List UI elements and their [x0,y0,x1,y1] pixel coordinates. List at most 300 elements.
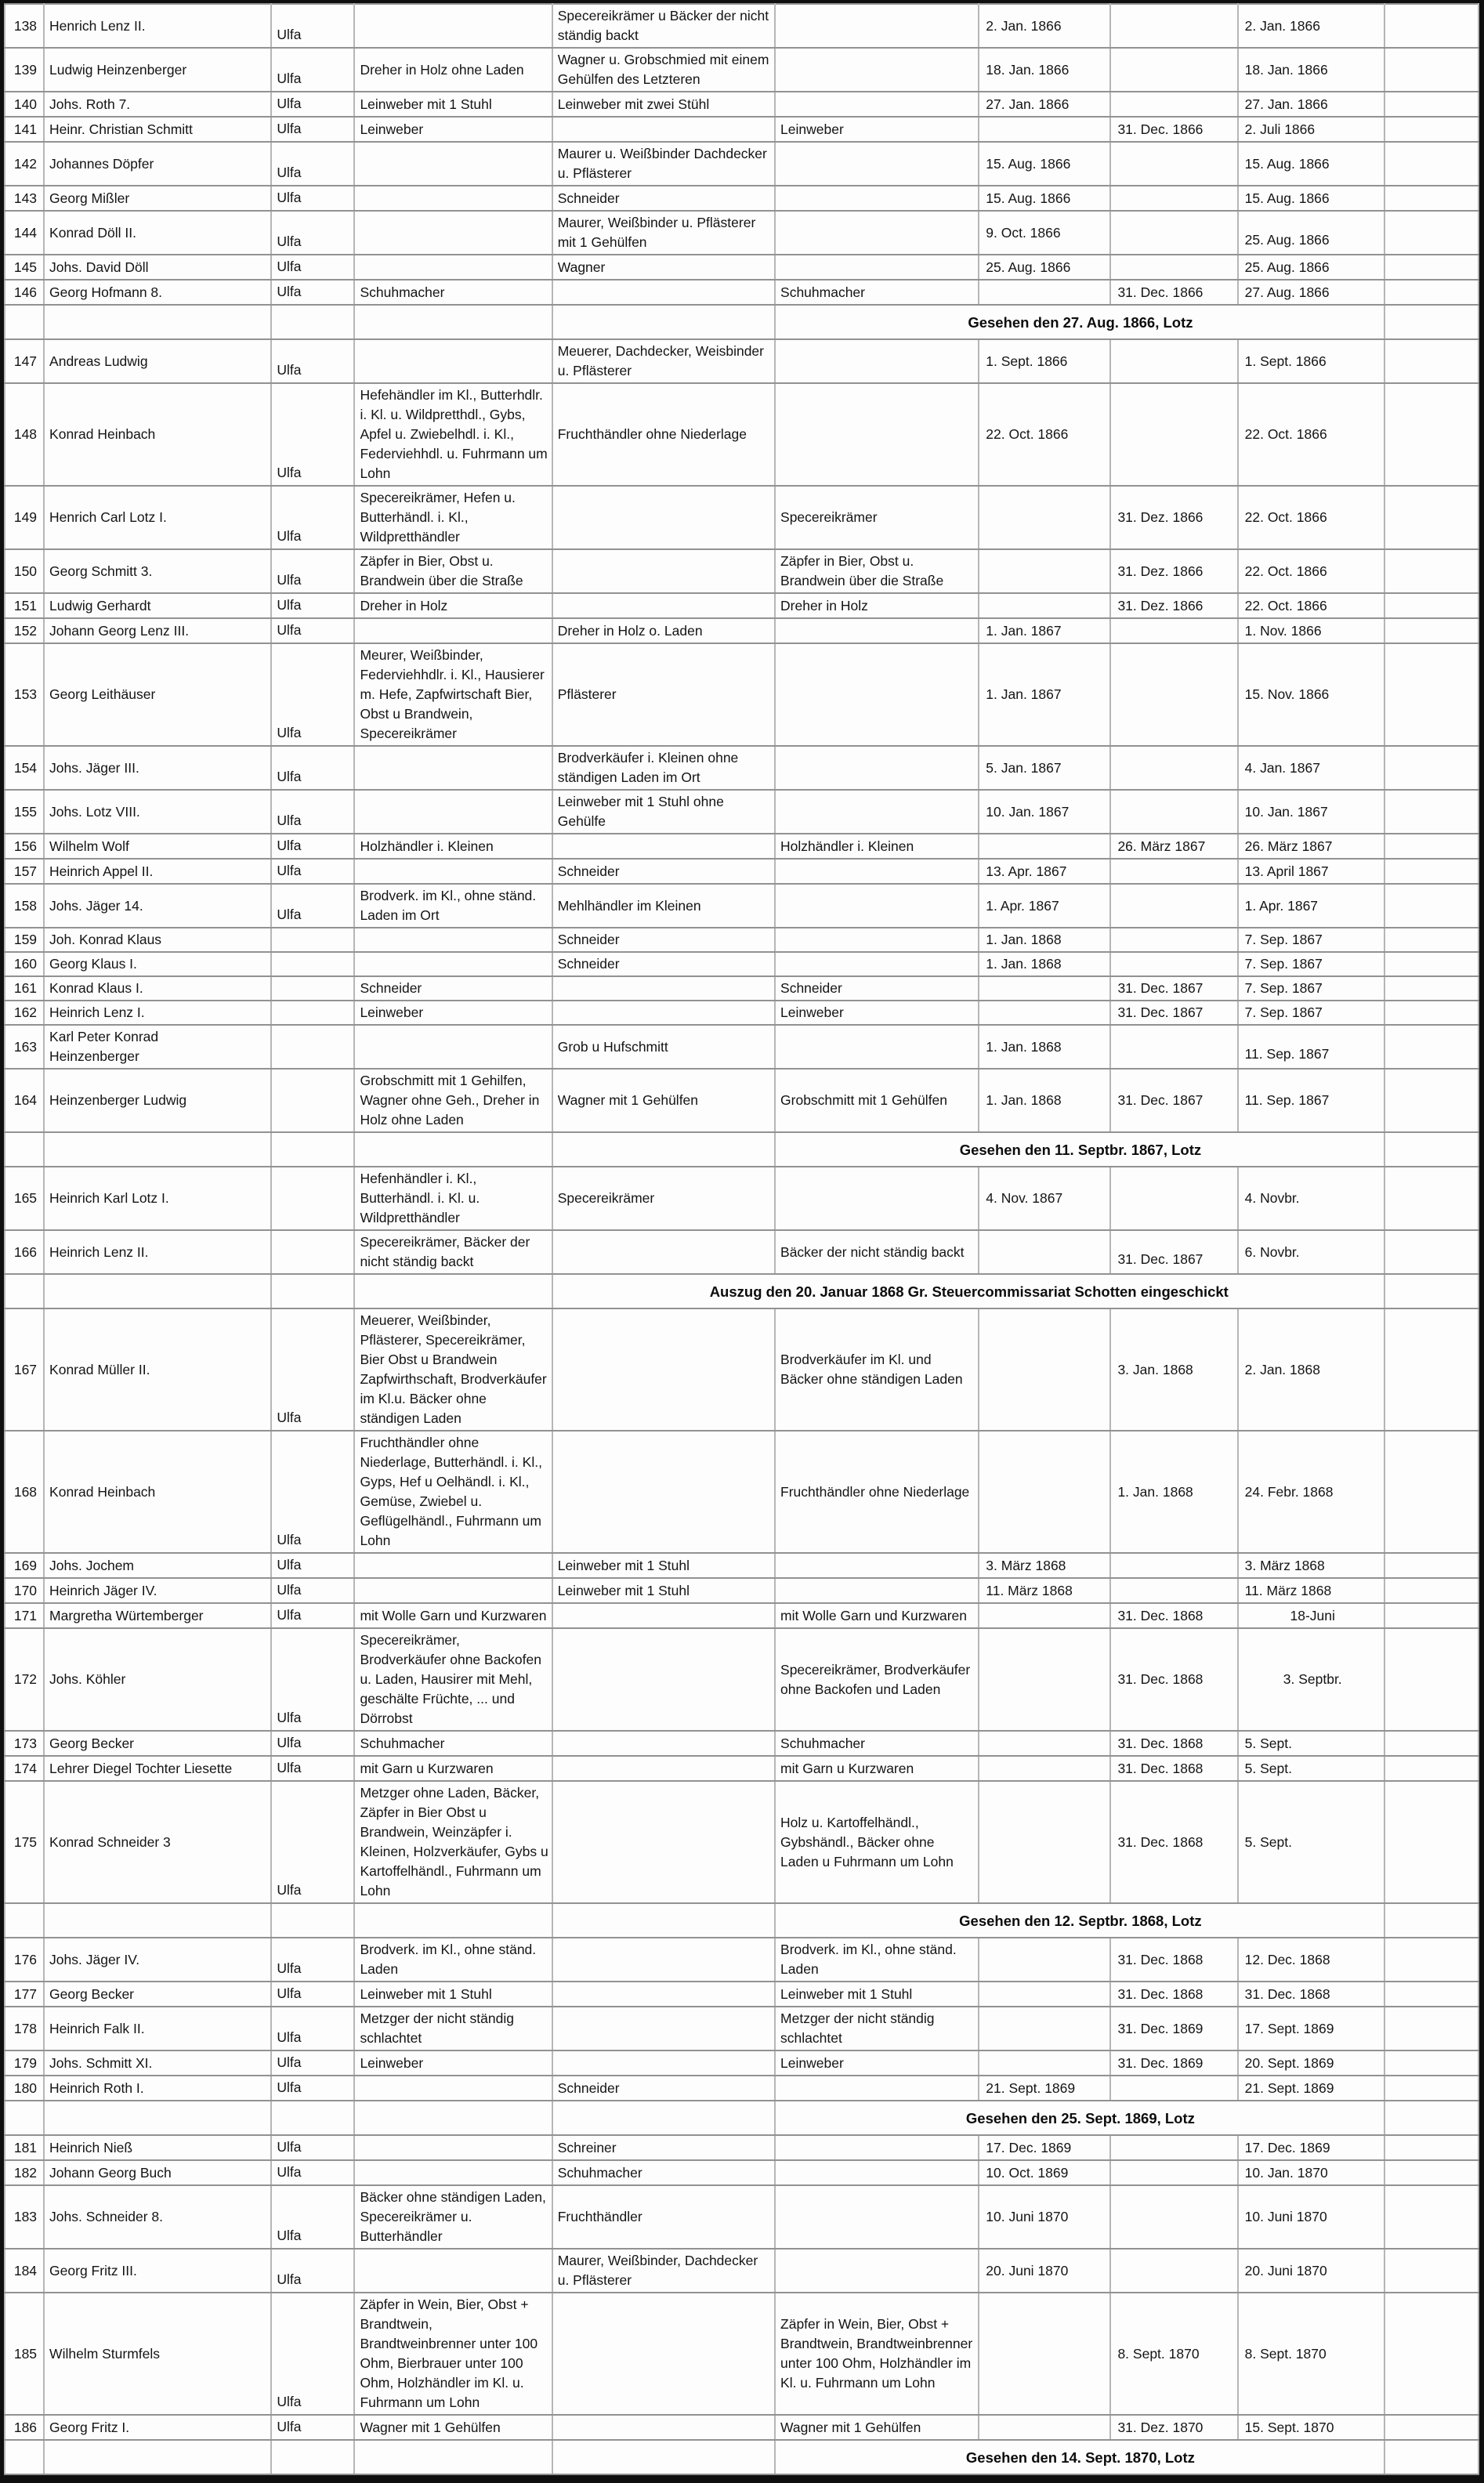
row-number: 140 [5,92,44,117]
date-cell-1 [979,117,1110,142]
trade-cell-1: Bäcker ohne ständigen Laden, Specereikrämer u. Butterhändler [354,2185,552,2249]
table-row [5,1553,1479,1578]
date-cell-2 [1110,884,1237,928]
trade-cell-2 [552,1230,775,1274]
date-cell-1: 1. Jan. 1868 [979,928,1110,952]
date-cell-2 [1110,1578,1237,1603]
name-cell: Henrich Lenz II. [44,4,271,48]
trade-cell-2 [552,1781,775,1903]
trade-cell-1 [354,211,552,255]
blank-cell [552,305,775,339]
blank-cell [1384,746,1479,790]
trade-cell-3 [775,92,979,117]
table-row [5,746,1479,790]
notice-text: Gesehen den 25. Sept. 1869, Lotz [775,2101,1384,2135]
blank-cell [1384,1167,1479,1230]
trade-cell-3 [775,618,979,643]
blank-cell [1384,486,1479,549]
blank-cell [271,305,354,339]
trade-cell-2 [552,1982,775,2007]
trade-cell-3 [775,2185,979,2249]
table-row [5,1982,1479,2007]
row-number: 178 [5,2007,44,2050]
trade-cell-1: Brodverk. im Kl., ohne ständ. Laden im Ort [354,884,552,928]
blank-cell [1384,1001,1479,1025]
row-number: 166 [5,1230,44,1274]
table-row [5,2249,1479,2293]
trade-cell-3: mit Garn u Kurzwaren [775,1756,979,1781]
date-cell-1: 1. Jan. 1868 [979,1069,1110,1132]
trade-cell-1: Leinweber [354,2050,552,2076]
date-cell-2 [1110,255,1237,280]
name-cell: Heinrich Jäger IV. [44,1578,271,1603]
trade-cell-2 [552,280,775,305]
name-cell: Johs. Jäger IV. [44,1938,271,1982]
notice-row [5,1132,1479,1167]
blank-cell [44,2101,271,2135]
date-cell-2 [1110,2076,1237,2101]
date-cell-3: 26. März 1867 [1238,834,1384,859]
blank-cell [1384,1731,1479,1756]
date-cell-2 [1110,142,1237,186]
blank-cell [1384,1903,1479,1938]
trade-cell-1 [354,746,552,790]
date-cell-3: 17. Sept. 1869 [1238,2007,1384,2050]
date-cell-1 [979,1628,1110,1731]
notice-row [5,305,1479,339]
place-cell: Ulfa [271,549,354,593]
row-number: 179 [5,2050,44,2076]
place-cell [271,1001,354,1025]
date-cell-1 [979,1308,1110,1431]
date-cell-3: 2. Jan. 1866 [1238,4,1384,48]
date-cell-2 [1110,4,1237,48]
name-cell: Heinrich Appel II. [44,859,271,884]
date-cell-1 [979,2007,1110,2050]
table-row [5,643,1479,746]
trade-cell-1: Dreher in Holz [354,593,552,618]
trade-cell-2 [552,1731,775,1756]
date-cell-3: 5. Sept. [1238,1781,1384,1903]
date-cell-1: 1. Sept. 1866 [979,339,1110,383]
date-cell-1: 1. Jan. 1867 [979,618,1110,643]
date-cell-2: 31. Dez. 1866 [1110,593,1237,618]
blank-cell [1384,1431,1479,1553]
trade-cell-3: Zäpfer in Bier, Obst u. Brandwein über die Straße [775,549,979,593]
trade-cell-2 [552,1938,775,1982]
date-cell-2: 31. Dec. 1868 [1110,1603,1237,1628]
place-cell: Ulfa [271,2050,354,2076]
date-cell-3: 15. Sept. 1870 [1238,2415,1384,2440]
date-cell-1 [979,1431,1110,1553]
date-cell-1: 4. Nov. 1867 [979,1167,1110,1230]
date-cell-3: 22. Oct. 1866 [1238,383,1384,486]
table-row [5,186,1479,211]
blank-cell [1384,2185,1479,2249]
trade-cell-3 [775,255,979,280]
trade-cell-2: Pflästerer [552,643,775,746]
date-cell-1: 10. Oct. 1869 [979,2160,1110,2185]
date-cell-2 [1110,339,1237,383]
blank-cell [1384,834,1479,859]
row-number: 152 [5,618,44,643]
trade-cell-3 [775,2160,979,2185]
date-cell-3: 10. Juni 1870 [1238,2185,1384,2249]
table-row [5,1938,1479,1982]
trade-cell-1 [354,2160,552,2185]
table-row [5,859,1479,884]
table-row [5,618,1479,643]
row-number: 143 [5,186,44,211]
table-row [5,1230,1479,1274]
place-cell: Ulfa [271,2076,354,2101]
blank-cell [1384,339,1479,383]
date-cell-1 [979,280,1110,305]
row-number: 155 [5,790,44,834]
date-cell-3: 20. Juni 1870 [1238,2249,1384,2293]
trade-cell-2 [552,593,775,618]
table-row [5,1781,1479,1903]
date-cell-1 [979,976,1110,1001]
table-row [5,92,1479,117]
name-cell: Heinrich Karl Lotz I. [44,1167,271,1230]
name-cell: Konrad Müller II. [44,1308,271,1431]
trade-cell-2: Schneider [552,2076,775,2101]
table-row [5,2135,1479,2160]
date-cell-1: 1. Jan. 1867 [979,643,1110,746]
name-cell: Johs. Jäger 14. [44,884,271,928]
blank-cell [1384,859,1479,884]
date-cell-1: 9. Oct. 1866 [979,211,1110,255]
trade-cell-1: Schneider [354,976,552,1001]
trade-cell-1 [354,2135,552,2160]
place-cell: Ulfa [271,486,354,549]
blank-cell [271,1903,354,1938]
trade-cell-2: Specereikrämer u Bäcker der nicht ständig backt [552,4,775,48]
place-cell: Ulfa [271,186,354,211]
date-cell-3: 3. März 1868 [1238,1553,1384,1578]
table-row [5,117,1479,142]
register-table [4,3,1479,2475]
trade-cell-2: Schneider [552,859,775,884]
date-cell-1: 21. Sept. 1869 [979,2076,1110,2101]
place-cell: Ulfa [271,280,354,305]
table-row [5,2076,1479,2101]
trade-cell-1 [354,339,552,383]
place-cell: Ulfa [271,884,354,928]
name-cell: Wilhelm Wolf [44,834,271,859]
trade-cell-1: Metzger der nicht ständig schlachtet [354,2007,552,2050]
blank-cell [1384,383,1479,486]
trade-cell-1: mit Wolle Garn und Kurzwaren [354,1603,552,1628]
date-cell-1: 17. Dec. 1869 [979,2135,1110,2160]
place-cell [271,976,354,1001]
blank-cell [1384,255,1479,280]
table-row [5,383,1479,486]
table-row [5,1628,1479,1731]
date-cell-2 [1110,618,1237,643]
place-cell: Ulfa [271,1308,354,1431]
trade-cell-3: Fruchthändler ohne Niederlage [775,1431,979,1553]
row-number: 154 [5,746,44,790]
row-number: 138 [5,4,44,48]
table-row [5,2160,1479,2185]
trade-cell-3 [775,383,979,486]
date-cell-1: 1. Jan. 1868 [979,952,1110,976]
name-cell: Georg Schmitt 3. [44,549,271,593]
table-row [5,2050,1479,2076]
name-cell: Konrad Heinbach [44,383,271,486]
blank-cell [1384,1982,1479,2007]
row-number: 160 [5,952,44,976]
row-number: 164 [5,1069,44,1132]
trade-cell-3 [775,48,979,92]
trade-cell-3 [775,928,979,952]
date-cell-1 [979,2293,1110,2415]
notice-text: Gesehen den 12. Septbr. 1868, Lotz [775,1903,1384,1938]
blank-cell [552,1903,775,1938]
blank-cell [1384,884,1479,928]
row-number: 146 [5,280,44,305]
blank-cell [354,2101,552,2135]
table-row [5,952,1479,976]
trade-cell-1 [354,2076,552,2101]
trade-cell-2: Brodverkäufer i. Kleinen ohne ständigen Laden im Ort [552,746,775,790]
date-cell-2: 31. Dec. 1868 [1110,1982,1237,2007]
row-number: 147 [5,339,44,383]
trade-cell-1: Brodverk. im Kl., ohne ständ. Laden [354,1938,552,1982]
blank-cell [1384,2135,1479,2160]
table-row [5,1001,1479,1025]
place-cell [271,1230,354,1274]
date-cell-2: 31. Dec. 1869 [1110,2050,1237,2076]
date-cell-1: 2. Jan. 1866 [979,4,1110,48]
name-cell: Johs. Jäger III. [44,746,271,790]
trade-cell-2 [552,486,775,549]
notice-text: Auszug den 20. Januar 1868 Gr. Steuercommissariat Schotten eingeschickt [552,1274,1384,1308]
date-cell-3: 18. Jan. 1866 [1238,48,1384,92]
blank-cell [1384,1578,1479,1603]
trade-cell-1: Leinweber mit 1 Stuhl [354,1982,552,2007]
row-number: 182 [5,2160,44,2185]
place-cell: Ulfa [271,746,354,790]
date-cell-3: 5. Sept. [1238,1731,1384,1756]
date-cell-3: 10. Jan. 1867 [1238,790,1384,834]
row-number: 139 [5,48,44,92]
trade-cell-3 [775,859,979,884]
place-cell [271,1167,354,1230]
place-cell: Ulfa [271,1938,354,1982]
place-cell: Ulfa [271,1578,354,1603]
row-number: 161 [5,976,44,1001]
trade-cell-3 [775,790,979,834]
blank-cell [1384,1781,1479,1903]
place-cell: Ulfa [271,790,354,834]
trade-cell-2: Leinweber mit zwei Stühl [552,92,775,117]
table-row [5,928,1479,952]
table-row [5,48,1479,92]
date-cell-3: 15. Nov. 1866 [1238,643,1384,746]
date-cell-2: 31. Dez. 1870 [1110,2415,1237,2440]
date-cell-3: 7. Sep. 1867 [1238,1001,1384,1025]
row-number: 142 [5,142,44,186]
date-cell-3: 5. Sept. [1238,1756,1384,1781]
blank-cell [1384,1069,1479,1132]
trade-cell-2 [552,117,775,142]
trade-cell-2 [552,2050,775,2076]
blank-cell [1384,2160,1479,2185]
row-number: 163 [5,1025,44,1069]
date-cell-1: 10. Jan. 1867 [979,790,1110,834]
trade-cell-3 [775,186,979,211]
trade-cell-2: Grob u Hufschmitt [552,1025,775,1069]
blank-cell [1384,1274,1479,1308]
notice-text: Gesehen den 27. Aug. 1866, Lotz [775,305,1384,339]
blank-cell [44,2440,271,2474]
date-cell-3: 11. Sep. 1867 [1238,1069,1384,1132]
blank-cell [271,2101,354,2135]
trade-cell-3 [775,1025,979,1069]
blank-cell [552,1132,775,1167]
row-number: 174 [5,1756,44,1781]
place-cell: Ulfa [271,92,354,117]
trade-cell-2 [552,2415,775,2440]
table-row [5,1069,1479,1132]
table-row [5,1025,1479,1069]
register-table-body [5,4,1479,2474]
trade-cell-3: Metzger der nicht ständig schlachtet [775,2007,979,2050]
trade-cell-2 [552,834,775,859]
name-cell: Georg Hofmann 8. [44,280,271,305]
date-cell-2: 31. Dec. 1866 [1110,280,1237,305]
trade-cell-2 [552,1308,775,1431]
date-cell-1 [979,1603,1110,1628]
name-cell: Johs. Schmitt XI. [44,2050,271,2076]
blank-cell [354,1132,552,1167]
blank-cell [1384,4,1479,48]
date-cell-2: 31. Dec. 1868 [1110,1781,1237,1903]
trade-cell-2 [552,1001,775,1025]
blank-cell [1384,2440,1479,2474]
trade-cell-3: Leinweber mit 1 Stuhl [775,1982,979,2007]
row-number: 177 [5,1982,44,2007]
date-cell-1 [979,834,1110,859]
name-cell: Georg Klaus I. [44,952,271,976]
trade-cell-2: Wagner mit 1 Gehülfen [552,1069,775,1132]
date-cell-2: 1. Jan. 1868 [1110,1431,1237,1553]
trade-cell-1 [354,1553,552,1578]
blank-cell [1384,928,1479,952]
date-cell-2: 31. Dec. 1866 [1110,117,1237,142]
row-number: 172 [5,1628,44,1731]
date-cell-2: 31. Dec. 1868 [1110,1628,1237,1731]
date-cell-3: 2. Juli 1866 [1238,117,1384,142]
table-row [5,1731,1479,1756]
row-number: 145 [5,255,44,280]
table-row [5,339,1479,383]
date-cell-3: 11. März 1868 [1238,1578,1384,1603]
blank-cell [5,2440,44,2474]
date-cell-1: 15. Aug. 1866 [979,186,1110,211]
date-cell-2 [1110,186,1237,211]
place-cell [271,928,354,952]
trade-cell-1: Dreher in Holz ohne Laden [354,48,552,92]
name-cell: Andreas Ludwig [44,339,271,383]
date-cell-2 [1110,1553,1237,1578]
trade-cell-3: Wagner mit 1 Gehülfen [775,2415,979,2440]
row-number: 141 [5,117,44,142]
name-cell: Konrad Heinbach [44,1431,271,1553]
place-cell: Ulfa [271,1603,354,1628]
trade-cell-3 [775,952,979,976]
place-cell: Ulfa [271,2135,354,2160]
place-cell: Ulfa [271,1431,354,1553]
place-cell: Ulfa [271,2415,354,2440]
blank-cell [44,1132,271,1167]
trade-cell-1: Leinweber [354,117,552,142]
blank-cell [1384,952,1479,976]
blank-cell [354,1274,552,1308]
blank-cell [1384,186,1479,211]
date-cell-2 [1110,2185,1237,2249]
trade-cell-1 [354,2249,552,2293]
place-cell: Ulfa [271,4,354,48]
row-number: 149 [5,486,44,549]
date-cell-3: 10. Jan. 1870 [1238,2160,1384,2185]
place-cell: Ulfa [271,383,354,486]
date-cell-3: 27. Jan. 1866 [1238,92,1384,117]
name-cell: Heinrich Nieß [44,2135,271,2160]
place-cell: Ulfa [271,211,354,255]
place-cell: Ulfa [271,1781,354,1903]
trade-cell-2: Maurer, Weißbinder u. Pflästerer mit 1 Gehülfen [552,211,775,255]
date-cell-3: 7. Sep. 1867 [1238,976,1384,1001]
row-number: 153 [5,643,44,746]
date-cell-2 [1110,643,1237,746]
trade-cell-3: Holz u. Kartoffelhändl., Gybshändl., Bäcker ohne Laden u Fuhrmann um Lohn [775,1781,979,1903]
date-cell-3: 7. Sep. 1867 [1238,952,1384,976]
blank-cell [1384,117,1479,142]
table-row [5,976,1479,1001]
blank-cell [1384,2007,1479,2050]
blank-cell [1384,211,1479,255]
place-cell: Ulfa [271,2007,354,2050]
name-cell: Georg Fritz I. [44,2415,271,2440]
trade-cell-3 [775,2249,979,2293]
date-cell-3: 1. Apr. 1867 [1238,884,1384,928]
trade-cell-3 [775,1578,979,1603]
name-cell: Margretha Würtemberger [44,1603,271,1628]
blank-cell [1384,643,1479,746]
date-cell-3: 31. Dec. 1868 [1238,1982,1384,2007]
trade-cell-3 [775,339,979,383]
row-number: 148 [5,383,44,486]
blank-cell [1384,48,1479,92]
trade-cell-1: Schuhmacher [354,1731,552,1756]
place-cell [271,1025,354,1069]
place-cell: Ulfa [271,255,354,280]
row-number: 151 [5,593,44,618]
blank-cell [5,1903,44,1938]
trade-cell-2: Maurer u. Weißbinder Dachdecker u. Pflästerer [552,142,775,186]
trade-cell-1: Zäpfer in Bier, Obst u. Brandwein über die Straße [354,549,552,593]
date-cell-3: 15. Aug. 1866 [1238,142,1384,186]
date-cell-2 [1110,211,1237,255]
trade-cell-1: Leinweber mit 1 Stuhl [354,92,552,117]
date-cell-2 [1110,48,1237,92]
blank-cell [1384,92,1479,117]
trade-cell-2: Fruchthändler ohne Niederlage [552,383,775,486]
